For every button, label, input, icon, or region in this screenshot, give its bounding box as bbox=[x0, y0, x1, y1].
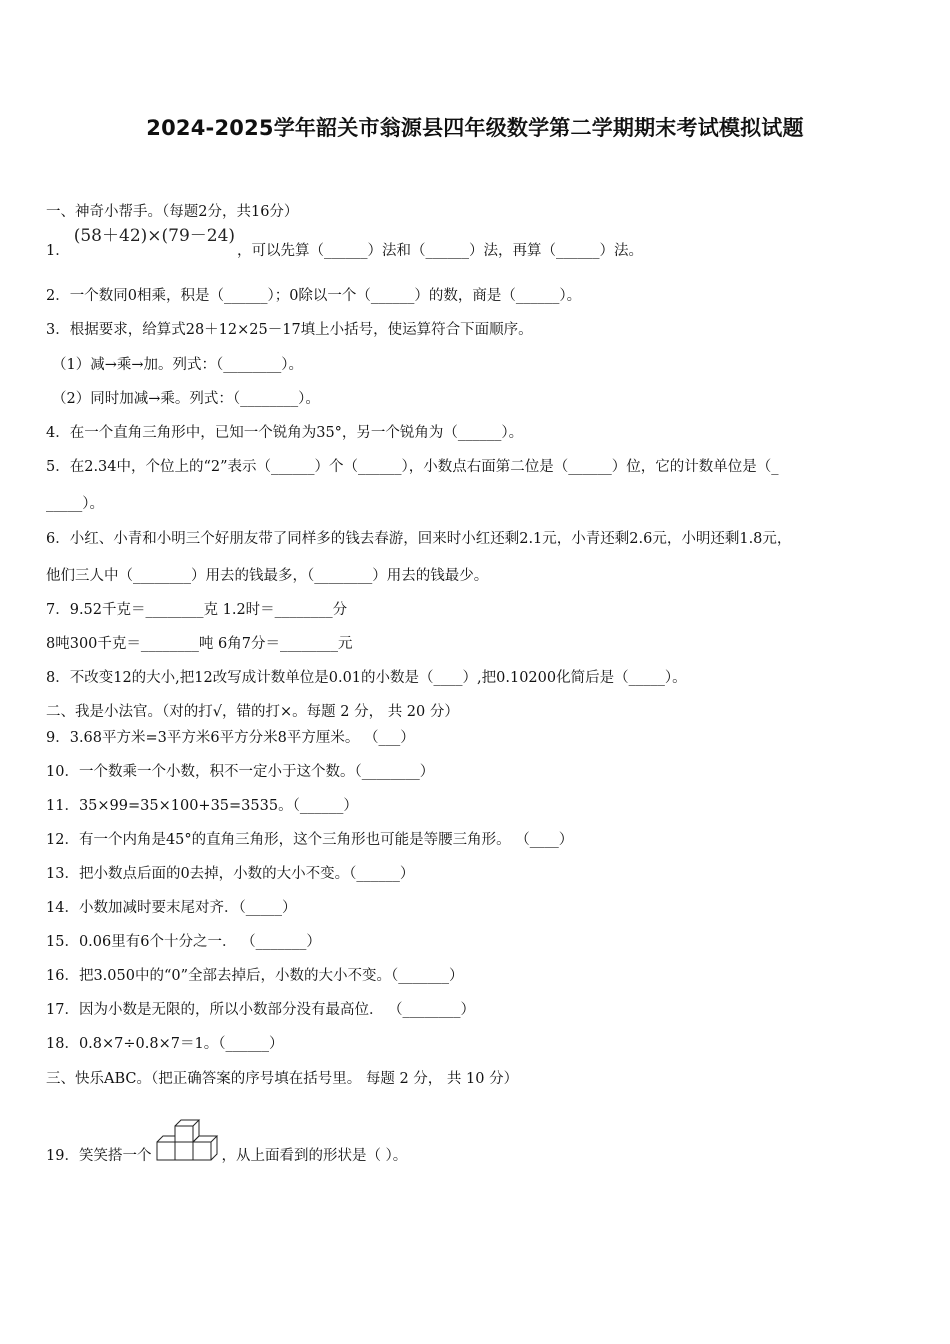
question-5-line-2: _____）。 bbox=[46, 496, 104, 512]
question-10: 10．一个数乘一个小数，积不一定小于这个数。（________） bbox=[46, 764, 435, 780]
question-3: 3．根据要求，给算式28＋12×25－17填上小括号，使运算符合下面顺序。 bbox=[46, 322, 533, 338]
question-7-line-1: 7．9.52千克＝________克 1.2时＝________分 bbox=[46, 602, 348, 618]
question-17: 17．因为小数是无限的，所以小数部分没有最高位． （________） bbox=[46, 1002, 476, 1018]
question-12: 12．有一个内角是45°的直角三角形，这个三角形也可能是等腰三角形。 （____） bbox=[46, 832, 574, 848]
question-11: 11．35×99=35×100+35=3535。（______） bbox=[46, 798, 358, 814]
question-6-line-1: 6．小红、小青和小明三个好朋友带了同样多的钱去春游，回来时小红还剩2.1元，小青还剩2.6元，小明还剩1.8元， bbox=[46, 531, 792, 547]
question-5-line-1: 5．在2.34中，个位上的“2”表示（______）个（______），小数点右面第二位是（______）位，它的计数单位是（_ bbox=[46, 459, 779, 475]
page-title: 2024-2025学年韶关市翁源县四年级数学第二学期期末考试模拟试题 bbox=[146, 116, 804, 140]
question-16: 16．把3.050中的“0”全部去掉后，小数的大小不变。（_______） bbox=[46, 968, 464, 984]
section-heading-3: 三、快乐ABC。（把正确答案的序号填在括号里。 每题 2 分， 共 10 分） bbox=[46, 1071, 519, 1087]
question-19-text-before: 19．笑笑搭一个 bbox=[46, 1148, 152, 1164]
question-1 bbox=[46, 226, 644, 261]
section-heading-2: 二、我是小法官。（对的打√，错的打×。每题 2 分， 共 20 分） bbox=[46, 704, 459, 720]
cube-stack-figure bbox=[153, 1118, 219, 1172]
question-1-number: 1． bbox=[46, 243, 70, 259]
question-15: 15．0.06里有6个十分之一． （_______） bbox=[46, 934, 321, 950]
question-14: 14．小数加减时要末尾对齐．（_____） bbox=[46, 900, 297, 916]
question-4: 4．在一个直角三角形中，已知一个锐角为35°，另一个锐角为（______）。 bbox=[46, 425, 524, 441]
question-6-line-2: 他们三人中（________）用去的钱最多，（________）用去的钱最少。 bbox=[46, 568, 489, 584]
question-19 bbox=[46, 1118, 407, 1172]
question-3-part-2: （2）同时加减→乘。列式：（________）。 bbox=[52, 391, 320, 407]
question-9: 9．3.68平方米=3平方米6平方分米8平方厘米。 （___） bbox=[46, 730, 415, 746]
question-7-line-2: 8吨300千克＝________吨 6角7分＝________元 bbox=[46, 636, 353, 652]
section-heading-1: 一、神奇小帮手。（每题2分，共16分） bbox=[46, 204, 299, 220]
question-18: 18．0.8×7÷0.8×7＝1。（______） bbox=[46, 1036, 284, 1052]
question-3-part-1: （1）减→乘→加。列式：（________）。 bbox=[52, 357, 304, 373]
question-2: 2．一个数同0相乘，积是（______）；0除以一个（______）的数，商是（______）。 bbox=[46, 288, 582, 304]
question-8: 8．不改变12的大小,把12改写成计数单位是0.01的小数是（____）,把0.10200化简后是（_____）。 bbox=[46, 670, 687, 686]
question-1-expression: (58＋42)×(79－24) bbox=[73, 226, 236, 246]
question-19-text-after: ，从上面看到的形状是（ ）。 bbox=[221, 1148, 408, 1164]
question-1-text: ，可以先算（______）法和（______）法，再算（______）法。 bbox=[237, 243, 644, 259]
question-13: 13．把小数点后面的0去掉，小数的大小不变。（______） bbox=[46, 866, 415, 882]
